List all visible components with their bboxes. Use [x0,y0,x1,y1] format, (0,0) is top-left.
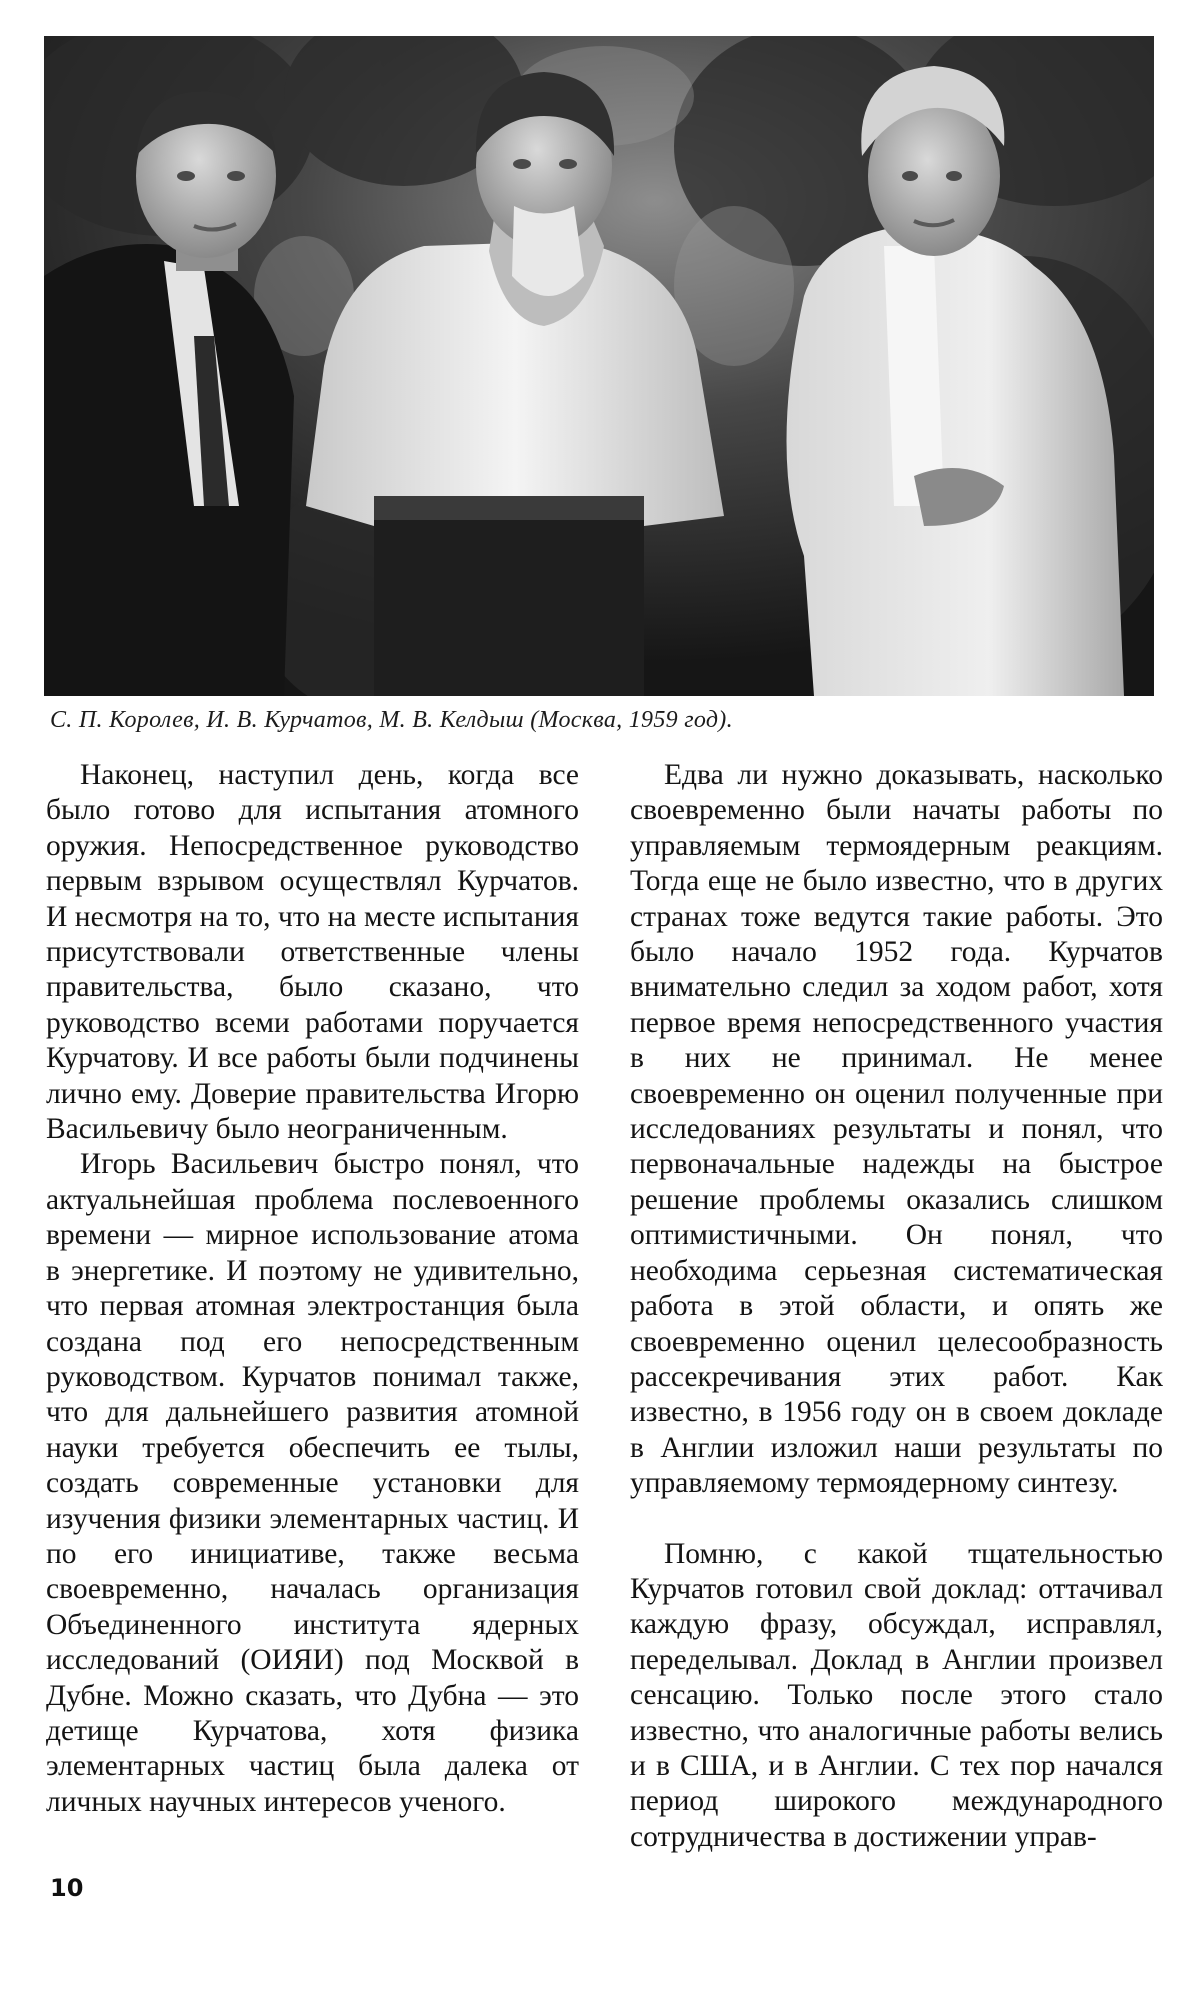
left-text-column [46,758,579,1820]
paragraph: Едва ли нужно доказывать, насколько своевременно были начаты работы по управляемым термоядерным реакциям. Тогда еще не было известно, что в других странах тоже ведутся такие работы. Это было начало 1952 года. Курчатов внимательно следил за ходом работ, хотя первое время непосредственного участия в них не принимал. Не менее своевременно он оценил полученные при исследованиях результаты и понял, что первоначальные надежды на быстрое решение проблемы оказались слишком оптимистичными. Он понял, что необходима серьезная систематическая работа в этой области, и опять же своевременно оценил целесообразность рассекречивания этих работ. Как известно, в 1956 году он в своем докладе в Англии изложил наши результаты по управляемому термоядерному синтезу. [630,759,1163,1500]
portrait-photo-illustration [44,36,1154,696]
paragraph: Помню, с какой тщательностью Курчатов готовил свой доклад: оттачивал каждую фразу, обсуждал, исправлял, переделывал. Доклад в Англии произвел сенсацию. Только после этого стало известно, что аналогичные работы велись и в США, и в Англии. С тех пор начался период широкого международного сотрудничества в достижении управ- [630,1537,1163,1853]
portrait-photo [44,36,1154,696]
right-text-column [630,758,1163,1855]
paragraph: Игорь Васильевич быстро понял, что актуальнейшая проблема послевоенного времени — мирное использование атома в энергетике. И поэтому не удивительно, что первая атомная электростанция была создана под его непосредственным руководством. Курчатов понимал также, что для дальнейшего развития атомной науки требуется обеспечить ее тылы, создать современные установки для изучения физики элементарных частиц. И по его инициативе, также весьма своевременно, началась организация Объединенного института ядерных исследований (ОИЯИ) под Москвой в Дубне. Можно сказать, что Дубна — это детище Курчатова, хотя физика элементарных частиц была далека от личных научных интересов ученого. [46,1148,579,1818]
photo-caption: С. П. Королев, И. В. Курчатов, М. В. Келдыш (Москва, 1959 год). [50,707,733,733]
paragraph: Наконец, наступил день, когда все было готово для испытания атомного оружия. Непосредственное руководство первым взрывом осуществлял Курчатов. И несмотря на то, что на месте испытания присутствовали ответственные члены правительства, было сказано, что руководство всеми работами поручается Курчатову. И все работы были подчинены лично ему. Доверие правительства Игорю Васильевичу было неограниченным. [46,759,579,1146]
page-number: 10 [50,1874,84,1902]
